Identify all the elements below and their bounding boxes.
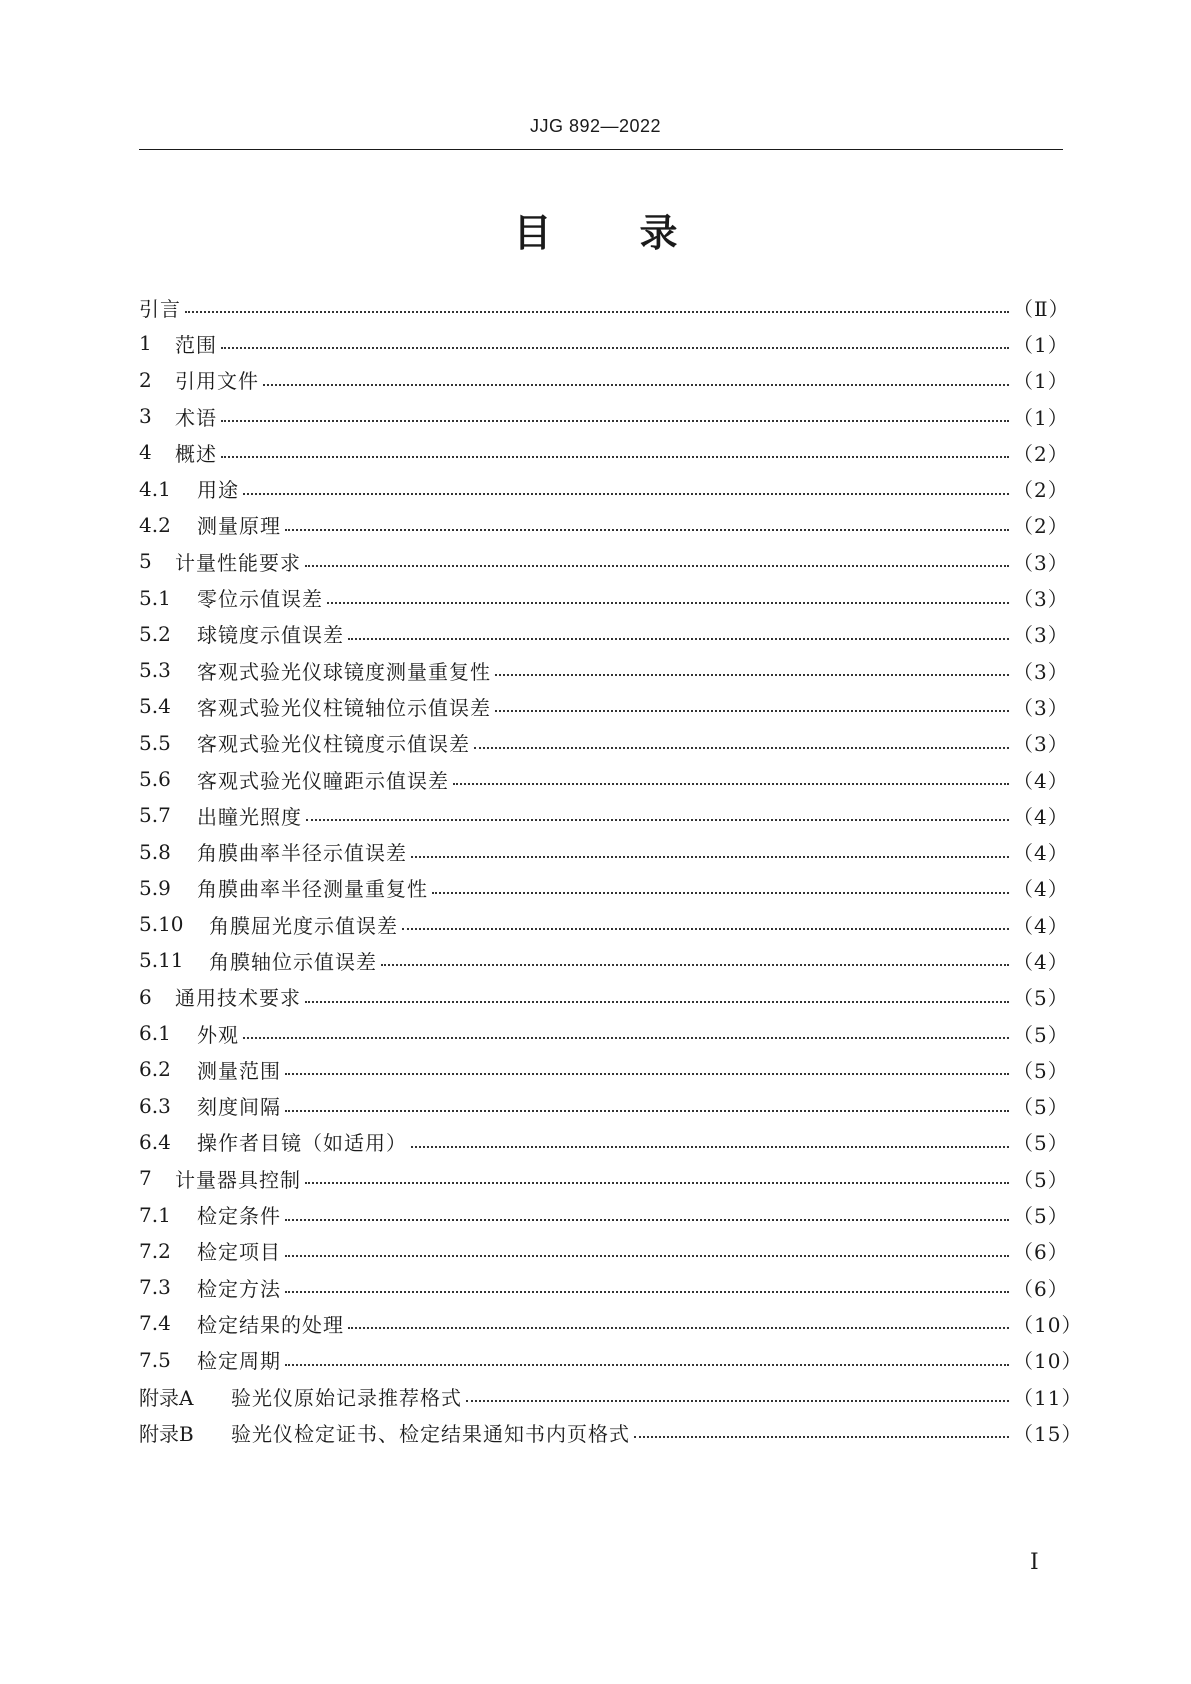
- toc-leader-dots: [466, 1386, 1009, 1406]
- toc-leader-dots: [185, 297, 1009, 317]
- title-char-1: 目: [513, 211, 552, 255]
- toc-entry[interactable]: [139, 434, 1069, 470]
- toc-entry-title: 角膜曲率半径示值误差: [197, 841, 407, 866]
- toc-entry-number: 5.10: [139, 912, 184, 937]
- toc-entry-page: （4）: [1013, 768, 1069, 793]
- toc-entry[interactable]: [139, 1051, 1069, 1087]
- toc-entry-number: 7: [139, 1166, 152, 1191]
- toc-entry-title: 角膜轴位示值误差: [209, 949, 377, 974]
- toc-entry-number: 5.3: [139, 658, 171, 683]
- toc-entry[interactable]: [139, 725, 1069, 761]
- toc-leader-dots: [243, 1023, 1009, 1043]
- toc-entry[interactable]: [139, 1196, 1069, 1232]
- toc-leader-dots: [411, 1132, 1009, 1152]
- toc-entry-title: 用途: [197, 478, 239, 503]
- toc-entry-page: （5）: [1013, 1167, 1069, 1192]
- toc-entry[interactable]: [139, 1124, 1069, 1160]
- toc-entry-title: 球镜度示值误差: [197, 623, 344, 648]
- toc-entry-number: 5.8: [139, 839, 171, 864]
- toc-entry[interactable]: [139, 1342, 1083, 1378]
- toc-entry[interactable]: [139, 579, 1069, 615]
- toc-entry-number: 5.11: [139, 948, 184, 973]
- toc-entry-title: 引用文件: [175, 369, 259, 394]
- toc-entry-page: （3）: [1013, 732, 1069, 757]
- toc-entry[interactable]: [139, 761, 1069, 797]
- toc-entry[interactable]: [139, 688, 1069, 724]
- toc-entry-number: 6.2: [139, 1057, 171, 1082]
- toc-entry[interactable]: [139, 1088, 1069, 1124]
- toc-entry-page: （6）: [1013, 1276, 1069, 1301]
- toc-leader-dots: [305, 551, 1009, 571]
- toc-entry-page: （4）: [1013, 913, 1069, 938]
- toc-entry-number: 5.9: [139, 875, 171, 900]
- toc-leader-dots: [221, 442, 1009, 462]
- toc-entry[interactable]: [139, 1233, 1069, 1269]
- toc-leader-dots: [474, 733, 1009, 753]
- toc-entry-page: （5）: [1013, 986, 1069, 1011]
- toc-entry-title: 术语: [175, 405, 217, 430]
- toc-entry-number: 6: [139, 984, 152, 1009]
- toc-entry-number: 4.1: [139, 476, 171, 501]
- toc-entry[interactable]: [139, 906, 1069, 942]
- toc-entry-title: 检定方法: [197, 1276, 281, 1301]
- toc-leader-dots: [348, 624, 1009, 644]
- toc-entry-page: （5）: [1013, 1131, 1069, 1156]
- toc-entry-page: （11）: [1013, 1385, 1083, 1410]
- toc-entry-title: 客观式验光仪柱镜轴位示值误差: [197, 695, 491, 720]
- toc-entry[interactable]: [139, 362, 1069, 398]
- toc-entry-title: 检定周期: [197, 1349, 281, 1374]
- toc-entry-number: 5.7: [139, 803, 171, 828]
- toc-entry-number: 6.3: [139, 1093, 171, 1118]
- toc-entry-number: 2: [139, 367, 152, 392]
- toc-entry[interactable]: [139, 1160, 1069, 1196]
- page-title: [0, 202, 1191, 257]
- toc-entry-number: 7.4: [139, 1311, 171, 1336]
- toc-entry-page: （3）: [1013, 587, 1069, 612]
- toc-entry-number: 7.1: [139, 1202, 171, 1227]
- toc-entry-page: （10）: [1013, 1349, 1083, 1374]
- toc-entry-title: 验光仪原始记录推荐格式: [231, 1385, 462, 1410]
- toc-leader-dots: [285, 1277, 1009, 1297]
- toc-entry-page: （4）: [1013, 804, 1069, 829]
- toc-entry-number: 附录B: [139, 1421, 194, 1446]
- toc-entry-number: 7.2: [139, 1238, 171, 1263]
- toc-entry-page: （3）: [1013, 550, 1069, 575]
- toc-entry-page: （5）: [1013, 1095, 1069, 1120]
- toc-entry[interactable]: [139, 1269, 1069, 1305]
- title-char-2: 录: [639, 211, 678, 255]
- toc-entry-number: 5.5: [139, 730, 171, 755]
- toc-entry-title: 通用技术要求: [175, 986, 301, 1011]
- toc-entry-page: （15）: [1013, 1421, 1083, 1446]
- toc-entry-page: （4）: [1013, 949, 1069, 974]
- toc-entry-title: 出瞳光照度: [197, 804, 302, 829]
- toc-entry[interactable]: [139, 1305, 1083, 1341]
- toc-entry[interactable]: [139, 870, 1069, 906]
- toc-entry-title: 外观: [197, 1022, 239, 1047]
- toc-entry[interactable]: [139, 942, 1069, 978]
- toc-leader-dots: [453, 769, 1009, 789]
- toc-entry-number: 5.6: [139, 767, 171, 791]
- toc-entry-number: 3: [139, 404, 152, 429]
- toc-entry-number: 1: [139, 331, 152, 356]
- toc-entry-page: （5）: [1013, 1022, 1069, 1047]
- toc-entry-title: 操作者目镜（如适用）: [197, 1131, 407, 1156]
- toc-leader-dots: [285, 1350, 1009, 1370]
- toc-leader-dots: [221, 333, 1009, 353]
- toc-entry-title: 检定结果的处理: [197, 1312, 344, 1337]
- toc-entry-number: 7.5: [139, 1347, 171, 1372]
- toc-leader-dots: [411, 842, 1009, 862]
- toc-entry-title: 刻度间隔: [197, 1095, 281, 1120]
- toc-entry-page: （4）: [1013, 877, 1069, 902]
- table-of-contents: [139, 289, 1083, 1451]
- toc-leader-dots: [402, 914, 1009, 934]
- toc-entry-number: 6.4: [139, 1129, 171, 1154]
- toc-entry-number: 4.2: [139, 512, 171, 537]
- toc-entry[interactable]: [139, 1414, 1083, 1450]
- toc-entry-title: 计量性能要求: [175, 550, 301, 575]
- toc-entry[interactable]: [139, 652, 1069, 688]
- toc-entry-number: 5.1: [139, 585, 171, 610]
- toc-entry[interactable]: [139, 616, 1069, 652]
- toc-leader-dots: [305, 1168, 1009, 1188]
- toc-leader-dots: [285, 1241, 1009, 1261]
- toc-entry-number: 5.2: [139, 621, 171, 646]
- toc-entry-page: （2）: [1013, 441, 1069, 466]
- toc-leader-dots: [495, 660, 1009, 680]
- toc-entry-page: （5）: [1013, 1204, 1069, 1229]
- toc-entry[interactable]: [139, 470, 1069, 506]
- toc-entry-title: 概述: [175, 441, 217, 466]
- toc-entry-page: （Ⅱ）: [1013, 296, 1070, 321]
- toc-leader-dots: [221, 406, 1009, 426]
- toc-entry[interactable]: [139, 1015, 1069, 1051]
- toc-entry-page: （2）: [1013, 514, 1069, 539]
- toc-entry-title: 客观式验光仪瞳距示值误差: [197, 768, 449, 793]
- toc-entry-number: 6.1: [139, 1021, 171, 1046]
- toc-leader-dots: [495, 696, 1009, 716]
- toc-leader-dots: [285, 1059, 1009, 1079]
- toc-leader-dots: [348, 1313, 1009, 1333]
- toc-entry-title: 客观式验光仪柱镜度示值误差: [197, 732, 470, 757]
- toc-leader-dots: [263, 370, 1009, 390]
- toc-entry-page: （6）: [1013, 1240, 1069, 1265]
- toc-entry-page: （1）: [1013, 332, 1069, 357]
- toc-entry-number: 5.4: [139, 694, 171, 719]
- toc-entry-title: 客观式验光仪球镜度测量重复性: [197, 659, 491, 684]
- page-number: I: [1030, 1550, 1039, 1575]
- toc-entry-title: 检定条件: [197, 1204, 281, 1229]
- toc-entry-page: （1）: [1013, 405, 1069, 430]
- toc-entry[interactable]: [139, 507, 1069, 543]
- toc-entry-number: 附录A: [139, 1385, 194, 1410]
- toc-entry-title: 角膜曲率半径测量重复性: [197, 877, 428, 902]
- toc-entry-title: 检定项目: [197, 1240, 281, 1265]
- header-divider: [139, 149, 1063, 150]
- toc-leader-dots: [432, 878, 1009, 898]
- toc-entry-page: （10）: [1013, 1312, 1083, 1337]
- toc-leader-dots: [634, 1422, 1009, 1442]
- toc-entry-page: （3）: [1013, 695, 1069, 720]
- toc-leader-dots: [305, 987, 1009, 1007]
- toc-entry-title: 测量原理: [197, 514, 281, 539]
- toc-entry-page: （3）: [1013, 623, 1069, 648]
- toc-entry-number: 5: [139, 549, 152, 574]
- toc-leader-dots: [327, 588, 1009, 608]
- toc-leader-dots: [243, 479, 1009, 499]
- toc-entry-title: 引言: [139, 296, 181, 321]
- toc-entry[interactable]: [139, 398, 1069, 434]
- toc-entry[interactable]: [139, 543, 1069, 579]
- toc-entry-title: 测量范围: [197, 1058, 281, 1083]
- toc-entry[interactable]: [139, 1378, 1083, 1414]
- toc-entry-number: 4: [139, 440, 152, 465]
- toc-leader-dots: [285, 1205, 1009, 1225]
- toc-entry[interactable]: [139, 325, 1069, 361]
- toc-leader-dots: [381, 950, 1009, 970]
- toc-leader-dots: [306, 805, 1009, 825]
- toc-leader-dots: [285, 1096, 1009, 1116]
- toc-entry-page: （3）: [1013, 659, 1069, 684]
- toc-entry[interactable]: [139, 797, 1069, 833]
- toc-entry-title: 角膜屈光度示值误差: [209, 913, 398, 938]
- toc-entry[interactable]: [139, 289, 1070, 325]
- toc-entry[interactable]: [139, 833, 1069, 869]
- toc-entry-page: （2）: [1013, 478, 1069, 503]
- document-code: JJG 892—2022: [529, 116, 662, 136]
- toc-leader-dots: [285, 515, 1009, 535]
- toc-entry-page: （4）: [1013, 841, 1069, 866]
- toc-entry-page: （1）: [1013, 369, 1069, 394]
- toc-entry-title: 计量器具控制: [175, 1167, 301, 1192]
- toc-entry-number: 7.3: [139, 1275, 171, 1300]
- toc-entry-page: （5）: [1013, 1058, 1069, 1083]
- toc-entry-title: 验光仪检定证书、检定结果通知书内页格式: [231, 1421, 630, 1446]
- toc-entry[interactable]: [139, 979, 1069, 1015]
- toc-entry-title: 零位示值误差: [197, 587, 323, 612]
- toc-entry-title: 范围: [175, 332, 217, 357]
